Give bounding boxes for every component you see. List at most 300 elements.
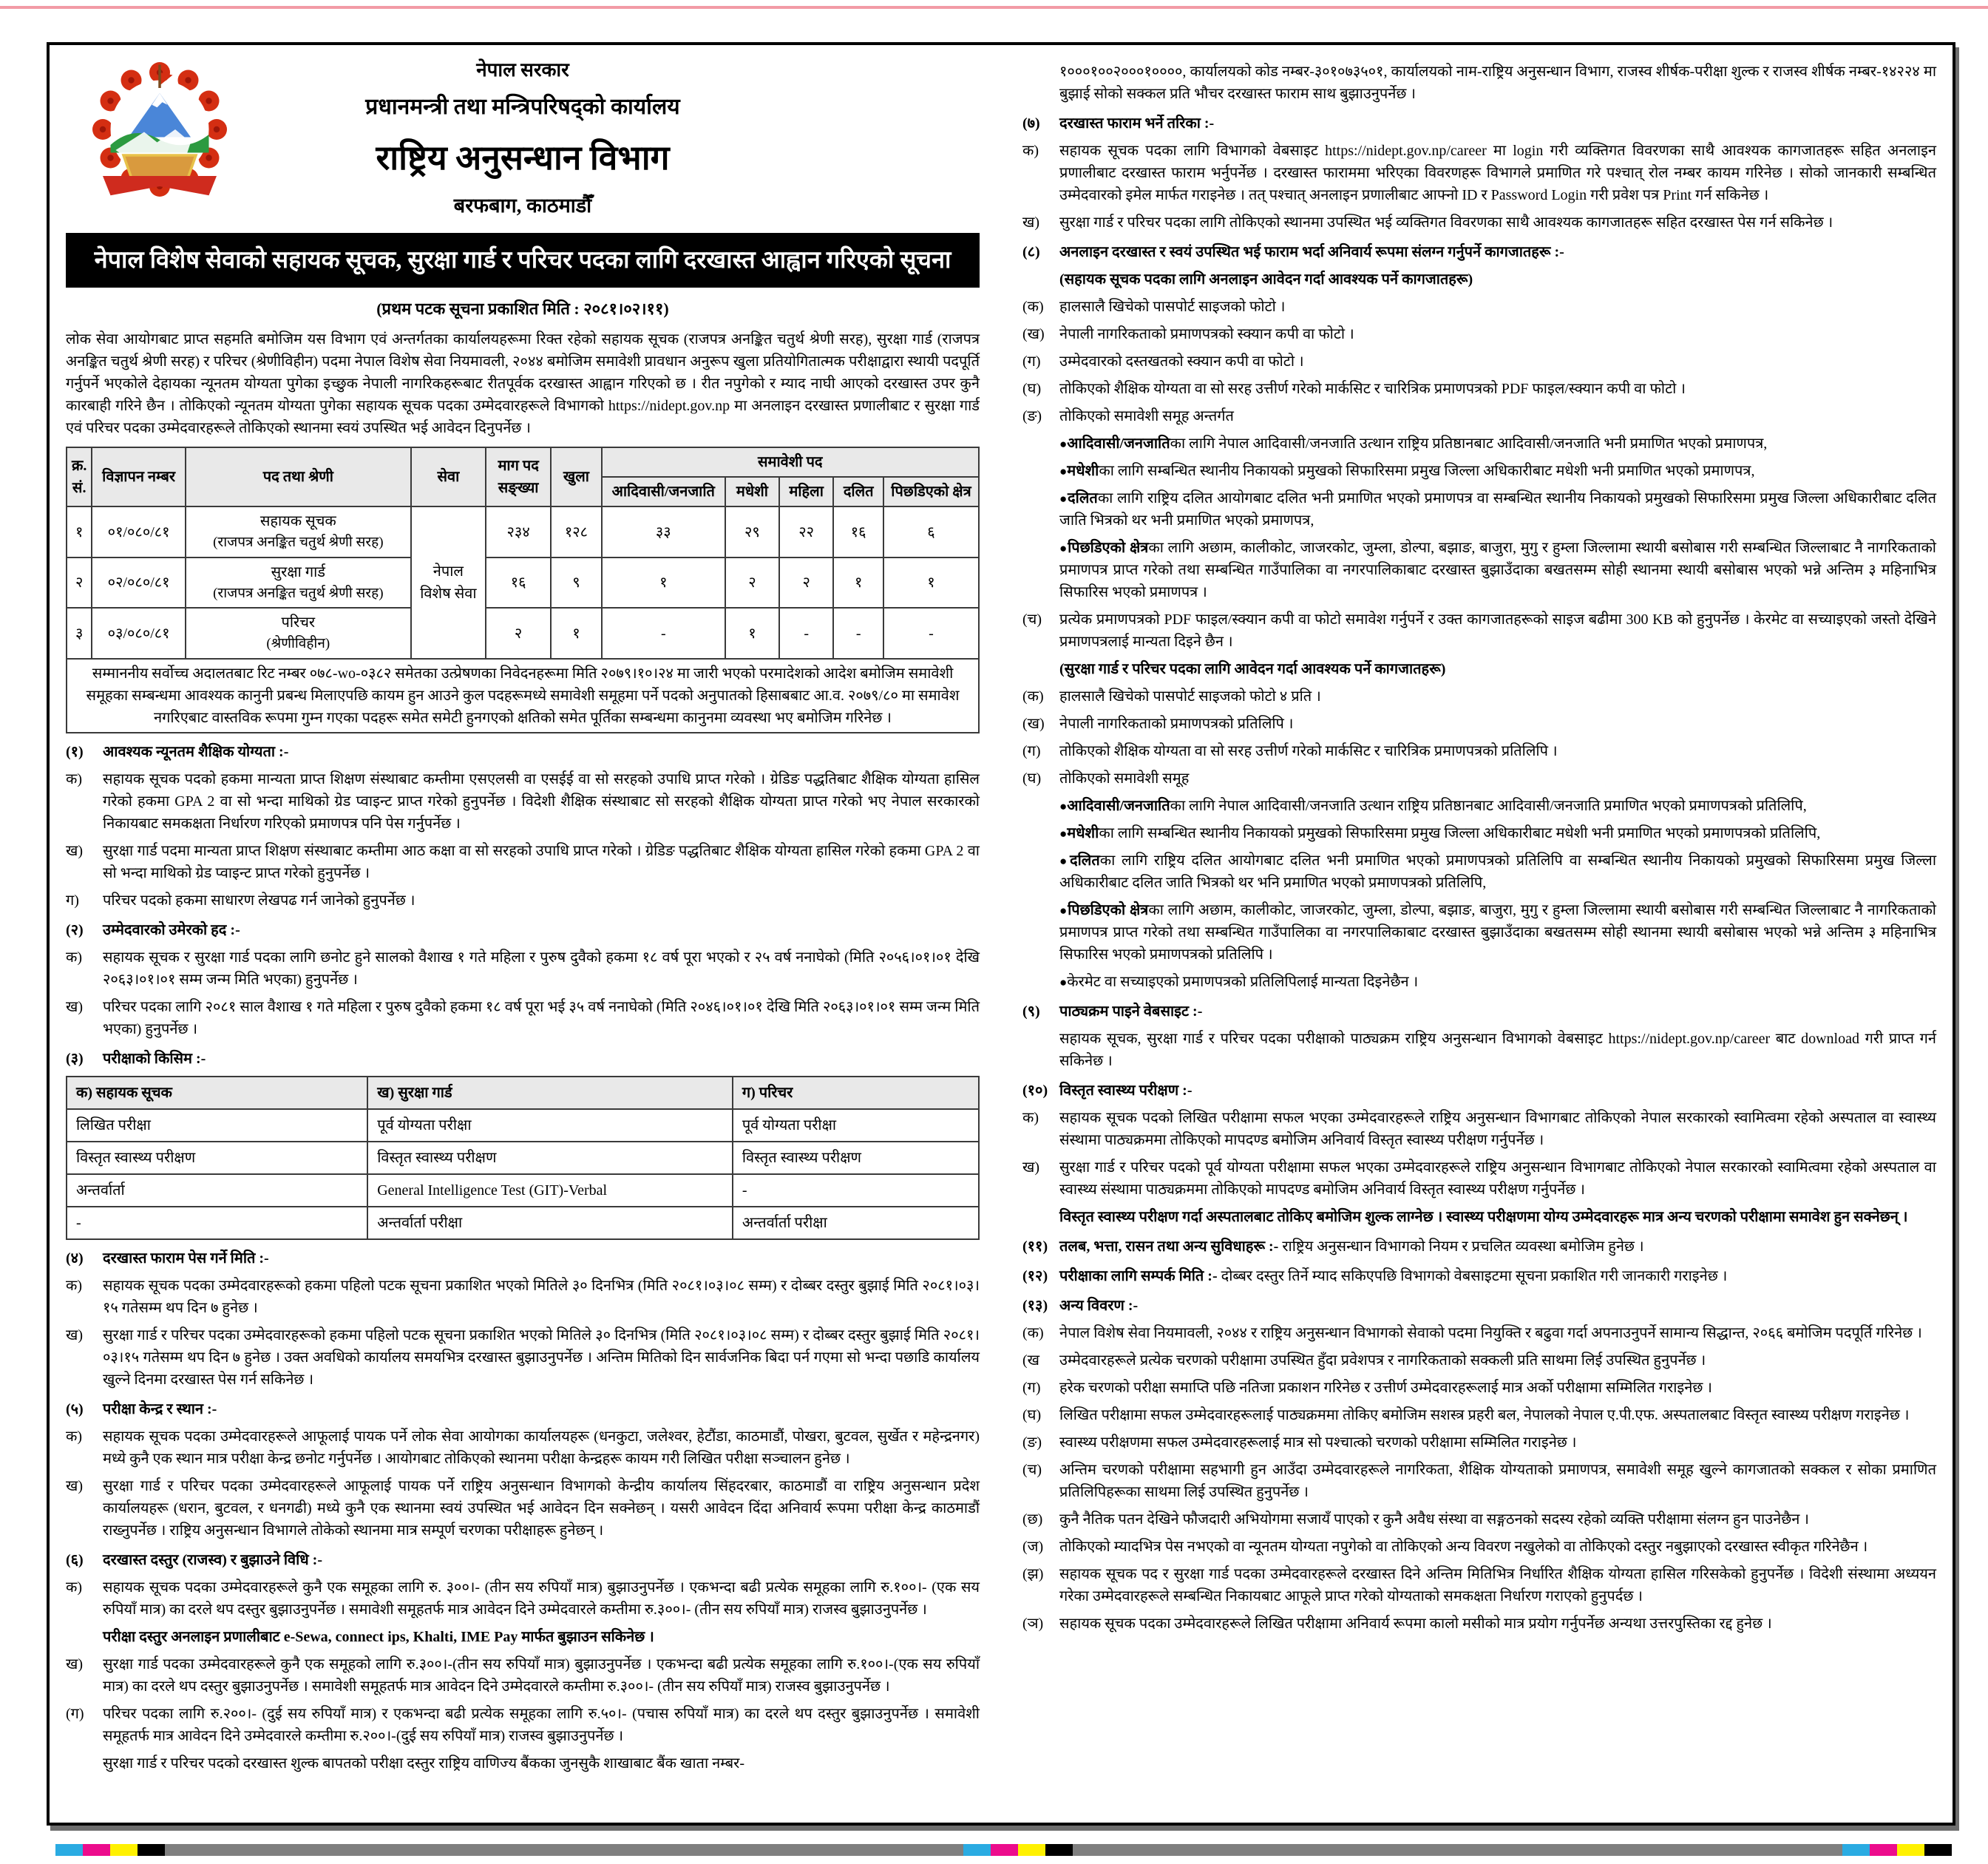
cell-sn: २	[67, 557, 92, 609]
block-text: दरखास्त फाराम पेस गर्ने मिति :-	[103, 1250, 269, 1267]
cell-service: नेपाल विशेष सेवा	[411, 506, 486, 659]
notice-block	[66, 1752, 980, 1775]
block-text: परिचर पदका लागि रु.२००।- (दुई सय रुपियाँ मात्र) र एकभन्दा बढी प्रत्येक समूहका लागि रु.५०।- (पचास रुपियाँ मात्र) का दरले थप दस्तुर बुझाउनुपर्नेछ । समावेशी समूहतर्फ मात्र आवेदन दिने उम्मेदवारले कम्तीमा रु.२००।-(दुई सय रुपियाँ मात्र) राजस्व बुझाउनुपर्नेछ ।	[103, 1705, 980, 1744]
exam-cell: विस्तृत स्वास्थ्य परीक्षण	[67, 1142, 367, 1174]
cell-advt: ०१/०८०/८१	[92, 506, 186, 557]
cell-sn: १	[67, 506, 92, 557]
block-text: सहायक सूचक र सुरक्षा गार्ड पदका लागि छनोट हुने सालको वैशाख १ गते महिला र पुरुष दुवैको हकमा १८ वर्ष पूरा भएको र २५ वर्ष ननाघेको (मिति २०५६।०१।०१ देखि २०६३।०१।०१ सम्म जन्म मिति भएका) हुनुपर्नेछ ।	[103, 949, 980, 988]
col-header-post: पद तथा श्रेणी	[186, 447, 411, 506]
cell-region: -	[883, 608, 979, 659]
bullet-icon: ●	[1059, 854, 1070, 868]
block-label: (५)	[66, 1400, 84, 1417]
notice-block	[1022, 1295, 1936, 1317]
cell-dalit: १६	[833, 506, 883, 557]
block-label: (झ)	[1022, 1566, 1044, 1582]
notice-block	[1022, 112, 1936, 135]
block-text: उम्मेदवारहरूले प्रत्येक चरणको परीक्षामा उपस्थित हुँदा प्रवेशपत्र र नागरिकताको सक्कली प्रति साथमा लिई उपस्थित हुनुपर्नेछ ।	[1059, 1352, 1706, 1369]
notice-document	[47, 42, 1955, 1826]
block-text: तोकिएको शैक्षिक योग्यता वा सो सरह उत्तीर्ण गरेको मार्कसिट र चारित्रिक प्रमाणपत्रको प्रतिलिपि ।	[1059, 743, 1558, 759]
block-text: तोकिएको समावेशी समूह	[1059, 770, 1190, 787]
notice-block	[1022, 378, 1936, 400]
block-label: क)	[1022, 143, 1039, 159]
notice-block	[1022, 323, 1936, 345]
cmyk-patches-right	[1842, 1844, 1952, 1856]
block-label: ख)	[66, 1477, 84, 1494]
table-row	[67, 1207, 979, 1239]
notice-block	[66, 1576, 980, 1621]
block-text: सुरक्षा गार्ड र परिचर पदका लागि तोकिएको स्थानमा उपस्थित भई व्यक्तिगत विवरणका साथै आवश्यक कागजातहरू सहित दरखास्त पेस गर्न सकिनेछ ।	[1059, 214, 1833, 231]
block-label: (च)	[1022, 1462, 1042, 1478]
notice-block	[1022, 1206, 1936, 1228]
sections-1-to-3	[66, 741, 980, 1070]
col-header-dalit: दलित	[833, 477, 883, 506]
col-header-madhesi: मधेशी	[725, 477, 779, 506]
block-text: सुरक्षा गार्ड र परिचर पदको दरखास्त शुल्क बापतको परीक्षा दस्तुर राष्ट्रिय वाणिज्य बैंकका जुनसुकै शाखाबाट बैंक खाता नम्बर-	[103, 1755, 744, 1772]
block-text: तलब, भत्ता, रासन तथा अन्य सुविधाहरू :- राष्ट्रिय अनुसन्धान विभागको नियम र प्रचलित व्यवस्था बमोजिम हुनेछ ।	[1059, 1238, 1644, 1255]
block-text: परिचर पदको हकमा साधारण लेखपढ गर्न जानेको हुनुपर्नेछ ।	[103, 892, 415, 909]
block-label: (च)	[1022, 611, 1042, 628]
block-text: ●पिछडिएको क्षेत्रका लागि अछाम, कालीकोट, जाजरकोट, जुम्ला, डोल्पा, बझाङ, बाजुरा, मुगु र हुम्ला जिल्लामा स्थायी बसोबास गरी सम्बन्धित जिल्लाबाट नै नागरिकताको प्रमाणपत्र प्राप्त गरेको तथा सम्बन्धित गाउँपालिका वा नगरपालिकाबाट दरखास्त बुझाउँदाका बखतसम्म सोही स्थानमा स्थायी बसोबास भएको भन्ने अन्तिम ३ महिनाभित्र सिफारिस भएको प्रमाणपत्रको प्रतिलिपि ।	[1059, 902, 1936, 963]
notice-block	[1022, 658, 1936, 680]
notice-block	[1022, 1536, 1936, 1558]
bullet-icon: ●	[1059, 827, 1068, 841]
block-text: अनलाइन दरखास्त र स्वयं उपस्थित भई फाराम भर्दा अनिवार्य रूपमा संलग्न गर्नुपर्ने कागजातहरू :-	[1059, 244, 1564, 260]
notice-block	[66, 1275, 980, 1319]
block-label: क)	[1022, 1110, 1039, 1126]
intro-paragraph: लोक सेवा आयोगबाट प्राप्त सहमति बमोजिम यस विभाग एवं अन्तर्गतका कार्यालयहरूमा रिक्त रहेको सहायक सूचक (राजपत्र अनङ्कित चतुर्थ श्रेणी सरह), सुरक्षा गार्ड (राजपत्र अनङ्कित चतुर्थ श्रेणी सरह) र परिचर (श्रेणीविहीन) पदमा नेपाल विशेष सेवा नियमावली, २०४४ बमोजिम समावेशी प्रावधान अनुरूप खुला प्रतियोगितात्मक परीक्षाद्वारा स्थायी पदपूर्ति गर्नुपर्ने भएकोले देहायका न्यूनतम योग्यता पुगेका इच्छुक नेपाली नागरिकहरूबाट रीतपूर्वक दरखास्त आह्वान गरिएको छ । रीत नपुगेको र म्याद नाघी आएको दरखास्त उपर कुनै कारबाही गरिने छैन । तोकिएको न्यूनतम योग्यता पुगेका सहायक सूचक पदका उम्मेदवारहरूले विभागको https://nidept.gov.np मा अनलाइन दरखास्त प्रणालीबाट र सुरक्षा गार्ड एवं परिचर पदका उम्मेदवारहरूले तोकिएको स्थानमा स्वयं उपस्थित भई आवेदन दिनुपर्नेछ ।	[66, 331, 980, 437]
block-text: सुरक्षा गार्ड र परिचर पदका उम्मेदवारहरूको हकमा पहिलो पटक सूचना प्रकाशित भएको मितिले ३० दिनभित्र (मिति २०८१।०३।०८ सम्म) र दोब्बर दस्तुर बुझाई मिति २०८१।०३।१५ गतेसम्म थप दिन ७ हुनेछ । उक्त अवधिको कार्यालय समयभित्र दरखास्त बुझाउनुपर्नेछ । अन्तिम मितिको दिन सार्वजनिक बिदा पर्न गएमा सो भन्दा पछाडि कार्यालय खुल्ने दिनमा दरखास्त पेस गर्न सकिनेछ ।	[103, 1326, 980, 1388]
notice-block	[1022, 1080, 1936, 1102]
cyan-patch	[963, 1844, 991, 1856]
notice-block	[1022, 740, 1936, 762]
bullet-icon: ●	[1059, 904, 1068, 918]
block-text: सहायक सूचक, सुरक्षा गार्ड र परिचर पदका परीक्षाको पाठ्यक्रम राष्ट्रिय अनुसन्धान विभागको वेबसाइट https://nidept.gov.np/career बाट download गरी प्राप्त गर्न सकिनेछ ।	[1059, 1031, 1936, 1069]
block-text: आवश्यक न्यूनतम शैक्षिक योग्यता :-	[103, 743, 289, 760]
block-label: क)	[66, 1579, 83, 1596]
notice-block	[1022, 350, 1936, 373]
block-text: दरखास्त फाराम भर्ने तरिका :-	[1059, 115, 1215, 132]
cell-dalit: -	[833, 608, 883, 659]
vacancy-table	[66, 447, 980, 733]
block-label: (१३)	[1022, 1298, 1048, 1314]
notice-block	[66, 1398, 980, 1420]
notice-block	[1022, 268, 1936, 291]
notice-block	[1022, 713, 1936, 735]
magenta-patch	[83, 1844, 110, 1856]
top-registration-line	[0, 6, 1988, 9]
notice-block	[1022, 850, 1936, 894]
yellow-patch	[1018, 1844, 1045, 1856]
block-label: (घ)	[1022, 381, 1042, 397]
cell-region: १	[883, 557, 979, 609]
block-text: (सुरक्षा गार्ड र परिचर पदका लागि आवेदन गर्दा आवश्यक पर्ने कागजातहरू)	[1059, 661, 1446, 677]
table-row	[67, 608, 979, 659]
block-label: (९)	[1022, 1003, 1040, 1020]
block-text: सहायक सूचक पदको लिखित परीक्षामा सफल भएका उम्मेदवारहरूले राष्ट्रिय अनुसन्धान विभागबाट तोकिएको नेपाल सरकारको स्वामित्वमा रहेको अस्पताल वा स्वास्थ्य संस्थामा पाठ्यक्रममा तोकिएको मापदण्ड बमोजिम अनिवार्य विस्तृत स्वास्थ्य परीक्षण गर्नुपर्नेछ ।	[1059, 1110, 1936, 1148]
notice-block	[1022, 795, 1936, 817]
notice-block	[1022, 685, 1936, 708]
block-label: (३)	[66, 1050, 84, 1067]
cell-adivasi: ३३	[602, 506, 725, 557]
block-text: दरखास्त दस्तुर (राजस्व) र बुझाउने विधि :-	[103, 1551, 322, 1568]
cell-madhesi: २	[725, 557, 779, 609]
notice-block	[66, 1324, 980, 1391]
right-column	[1022, 55, 1936, 1815]
block-label: (२)	[66, 921, 84, 938]
col-header-open: खुला	[551, 447, 601, 506]
block-label: ख)	[66, 998, 84, 1015]
notice-block	[1022, 1377, 1936, 1399]
cell-demand: २३४	[486, 506, 551, 557]
notice-block	[1022, 1028, 1936, 1072]
post-title: परिचर	[281, 614, 316, 631]
block-label: (६)	[66, 1551, 84, 1568]
court-order-note: सम्माननीय सर्वोच्च अदालतबाट रिट नम्बर ०७८-wo-०३८२ समेतका उत्प्रेषणका निवेदनहरूमा मिति २०७९।१०।२४ मा जारी भएको परमादेशको आदेश बमोजिम समावेशी समूहका सम्बन्धमा आवश्यक कानुनी प्रबन्ध मिलाएपछि कायम हुन आउने कुल पदहरूमध्ये समावेशी समूहमा पर्ने पदको अनुपातको हिसाबबाट आ.व. २०७९/८० मा समावेश नगरिएबाट वास्तविक रूपमा गुम्न गएका पदहरू समेत समेटी हुनगएको क्षतिको समेत पूर्तिका सम्बन्धमा कानुनमा व्यवस्था भए बमोजिम गरिनेछ ।	[67, 659, 979, 733]
block-label: (१२)	[1022, 1268, 1048, 1284]
block-label: (१)	[66, 743, 84, 760]
cell-advt: ०२/०८०/८१	[92, 557, 186, 609]
notice-block	[1022, 822, 1936, 844]
notice-block	[66, 741, 980, 763]
notice-block	[1022, 1563, 1936, 1607]
notice-block	[66, 919, 980, 941]
block-text: सहायक सूचक पद र सुरक्षा गार्ड पदका उम्मेदवारहरूले दरखास्त दिने अन्तिम मितिभित्र निर्धारित शैक्षिक योग्यता हासिल गरिसकेको हुनुपर्नेछ । विदेशी संस्थामा अध्ययन गरेका उम्मेदवारहरूले सम्बन्धित निकायबाट आफूले प्राप्त गरेको योग्यताको समकक्षता निर्धारण गराएको हुनुपर्दछ ।	[1059, 1566, 1936, 1604]
block-label	[1022, 1028, 1059, 1072]
block-text: ●केरमेट वा सच्याइएको प्रमाणपत्रको प्रतिलिपिलाई मान्यता दिइनेछैन ।	[1059, 974, 1419, 990]
post-grade: (राजपत्र अनङ्कित चतुर्थ श्रेणी सरह)	[213, 535, 384, 551]
exam-cell: विस्तृत स्वास्थ्य परीक्षण	[367, 1142, 733, 1174]
block-text: १०००१००२०००१००००, कार्यालयको कोड नम्बर-३०१०७३५०१, कार्यालयको नाम-राष्ट्रिय अनुसन्धान विभाग, राजस्व शीर्षक-परीक्षा शुल्क र राजस्व शीर्षक नम्बर-१४२२४ मा बुझाई सोको सक्कल प्रति भौचर दरखास्त फाराम साथ बुझाउनुपर्नेछ ।	[1059, 64, 1936, 102]
exam-cell: अन्तर्वार्ता	[67, 1174, 367, 1207]
block-label: (क)	[1022, 688, 1044, 705]
table-note-row	[67, 659, 979, 733]
block-text: सहायक सूचक पदका उम्मेदवारहरूको हकमा पहिलो पटक सूचना प्रकाशित भएको मितिले ३० दिनभित्र (मिति २०८१।०३।०८ सम्म) र दोब्बर दस्तुर बुझाई मिति २०८१।०३।१५ गतेसम्म थप दिन ७ हुनेछ ।	[103, 1277, 980, 1316]
cell-post	[186, 608, 411, 659]
yellow-patch	[1897, 1844, 1924, 1856]
notice-block	[66, 1475, 980, 1542]
exam-cell: General Intelligence Test (GIT)-Verbal	[367, 1174, 733, 1207]
table-row	[67, 1142, 979, 1174]
block-text: सहायक सूचक पदको हकमा मान्यता प्राप्त शिक्षण संस्थाबाट कम्तीमा एसएलसी वा एसईई वा सो सरहको उपाधि प्राप्त गरेको । ग्रेडिङ पद्धतिबाट शैक्षिक योग्यता हासिल गरेको हकमा GPA 2 वा सो भन्दा माथिको ग्रेड प्वाइन्ट प्राप्त गरेको हुनुपर्नेछ । विदेशी शैक्षिक संस्थाबाट सो सरहको शैक्षिक योग्यता प्राप्त गरेको भए नेपाल सरकारको निकायबाट समकक्षता निर्धारण गरिएको प्रमाणपत्र पनि पेस गर्नुपर्नेछ ।	[103, 770, 980, 832]
notice-block	[1022, 140, 1936, 206]
block-label: ख)	[66, 1655, 84, 1672]
block-text: ●दलितका लागि राष्ट्रिय दलित आयोगबाट दलित भनी प्रमाणित भएको प्रमाणपत्रको प्रतिलिपि वा सम्बन्धित स्थानीय निकायको प्रमुखको सिफारिसमा प्रमुख जिल्ला अधिकारीबाट दलित जाति भित्रको थर भनि प्रमाणित भएको प्रमाणपत्रको प्रतिलिपि,	[1059, 853, 1936, 891]
block-label: क)	[66, 1428, 83, 1445]
block-label: (घ)	[1022, 770, 1042, 787]
block-label: (ग)	[1022, 743, 1041, 759]
notice-block	[1022, 1265, 1936, 1287]
notice-block	[1022, 899, 1936, 966]
block-text: हरेक चरणको परीक्षा समाप्ति पछि नतिजा प्रकाशन गरिनेछ र उत्तीर्ण उम्मेदवारहरूलाई मात्र अर्को परीक्षामा सम्मिलित गराइनेछ ।	[1059, 1380, 1712, 1396]
block-text: सुरक्षा गार्ड र परिचर पदको पूर्व योग्यता परीक्षामा सफल भएका उम्मेदवारहरूले राष्ट्रिय अनुसन्धान विभागबाट तोकिएको नेपाल सरकारको स्वामित्वमा रहेको अस्पताल वा स्वास्थ्य संस्थामा पाठ्यक्रममा तोकिएको मापदण्ड बमोजिम अनिवार्य विस्तृत स्वास्थ्य परीक्षण गर्नुपर्नेछ ।	[1059, 1159, 1936, 1198]
block-label: (ग)	[66, 1705, 84, 1722]
notice-block	[66, 1703, 980, 1747]
block-text: ●दलितका लागि राष्ट्रिय दलित आयोगबाट दलित भनी प्रमाणित भएको प्रमाणपत्र वा सम्बन्धित स्थानीय निकायको प्रमुखको सिफारिसमा प्रमुख जिल्ला अधिकारीबाट दलित जाति भित्रको थर भनी प्रमाणित भएको प्रमाणपत्र,	[1059, 490, 1936, 529]
exam-col-sahayak: क) सहायक सूचक	[67, 1077, 367, 1109]
exam-cell: अन्तर्वार्ता परीक्षा	[733, 1207, 979, 1239]
block-text: सहायक सूचक पदका उम्मेदवारहरूले लिखित परीक्षामा अनिवार्य रूपमा कालो मसीको मात्र प्रयोग गर्नुपर्नेछ अन्यथा उत्तरपुस्तिका रद्द हुनेछ ।	[1059, 1616, 1772, 1632]
post-grade: (श्रेणीविहीन)	[266, 636, 330, 652]
notice-block	[66, 1426, 980, 1470]
block-text: नेपाली नागरिकताको प्रमाणपत्रको प्रतिलिपि ।	[1059, 716, 1294, 732]
notice-block	[1022, 1236, 1936, 1258]
bullet-icon: ●	[1059, 799, 1068, 813]
block-label: क)	[66, 1277, 83, 1294]
block-text: विस्तृत स्वास्थ्य परीक्षण गर्दा अस्पतालबाट तोकिए बमोजिम शुल्क लाग्नेछ । स्वास्थ्य परीक्षणमा योग्य उम्मेदवारहरू मात्र अन्य चरणको परीक्षामा समावेश हुन सक्नेछन् ।	[1059, 1209, 1908, 1225]
exam-cell: पूर्व योग्यता परीक्षा	[733, 1109, 979, 1142]
block-label: (ग)	[1022, 353, 1041, 370]
notice-block	[1022, 1613, 1936, 1635]
department-address: बरफबाग, काठमाडौँ	[453, 194, 592, 217]
block-label: ख)	[66, 842, 84, 859]
block-text: उम्मेदवारको उमेरको हद :-	[103, 921, 240, 938]
block-label: (ज)	[1022, 1539, 1044, 1555]
bullet-icon: ●	[1059, 464, 1068, 478]
notice-block	[1022, 61, 1936, 105]
block-text: ●पिछडिएको क्षेत्रका लागि अछाम, कालीकोट, जाजरकोट, जुम्ला, डोल्पा, बझाङ, बाजुरा, मुगु र हुम्ला जिल्लामा स्थायी बसोबास गरी सम्बन्धित जिल्लाबाट नै नागरिकताको प्रमाणपत्र प्राप्त गरेको तथा सम्बन्धित गाउँपालिका वा नगरपालिकाबाट दरखास्त बुझाउँदाका बखतसम्म सोही स्थानमा स्थायी बसोबास भएको भन्ने अन्तिम ३ महिनाभित्र सिफारिस भएको प्रमाणपत्र ।	[1059, 540, 1936, 600]
cell-mahila: २	[779, 557, 834, 609]
post-title: सुरक्षा गार्ड	[271, 563, 326, 580]
cell-madhesi: २९	[725, 506, 779, 557]
block-label: (क)	[1022, 299, 1044, 315]
notice-block	[66, 1626, 980, 1648]
table-row	[67, 506, 979, 557]
block-text: हालसालै खिचेको पासपोर्ट साइजको फोटो ४ प्रति ।	[1059, 688, 1321, 705]
cmyk-patches-center	[963, 1844, 1073, 1856]
block-text: परीक्षाका लागि सम्पर्क मिति :- दोब्बर दस्तुर तिर्ने म्याद सकिएपछि विभागको वेबसाइटमा सूचना प्रकाशित गरी जानकारी गराइनेछ ।	[1059, 1268, 1728, 1284]
block-label: (छ)	[1022, 1511, 1043, 1528]
block-text: (सहायक सूचक पदका लागि अनलाइन आवेदन गर्दा आवश्यक पर्ने कागजातहरू)	[1059, 271, 1473, 288]
block-text: सुरक्षा गार्ड पदका उम्मेदवारहरूले कुनै एक समूहको लागि रु.३००।-(तीन सय रुपियाँ मात्र) बुझाउनुपर्नेछ । एकभन्दा बढी प्रत्येक समूहका लागि रु.१००।-(एक सय रुपियाँ मात्र) का दरले थप दस्तुर बुझाउनुपर्नेछ । समावेशी समूहतर्फ मात्र आवेदन दिने उम्मेदवारले कम्तीमा रु.३००।- (तीन सय रुपियाँ मात्र) राजस्व बुझाउनुपर्नेछ ।	[103, 1655, 980, 1695]
block-label: (८)	[1022, 244, 1040, 260]
block-label	[66, 1752, 103, 1775]
block-text: सुरक्षा गार्ड पदमा मान्यता प्राप्त शिक्षण संस्थाबाट कम्तीमा आठ कक्षा वा सो सरहको उपाधि प्राप्त गरेको । ग्रेडिङ पद्धतिबाट शैक्षिक योग्यता हासिल गरेको हकमा GPA 2 वा सो भन्दा माथिको ग्रेड प्वाइन्ट प्राप्त गरेको हुनुपर्नेछ ।	[103, 842, 980, 881]
block-label: (ख)	[1022, 716, 1045, 732]
exam-cell: विस्तृत स्वास्थ्य परीक्षण	[733, 1142, 979, 1174]
bullet-icon: ●	[1059, 975, 1068, 989]
block-text: परिचर पदका लागि २०८१ साल वैशाख १ गते महिला र पुरुष दुवैको हकमा १८ वर्ष पूरा भई ३५ वर्ष ननाघेको (मिति २०४६।०१।०१ देखि मिति २०६३।०१।०१ सम्म जन्म मिति भएका) हुनुपर्नेछ ।	[103, 998, 980, 1037]
block-label: (ङ)	[1022, 1434, 1042, 1451]
block-text: अन्तिम चरणको परीक्षामा सहभागी हुन आउँदा उम्मेदवारहरूले नागरिकता, शैक्षिक योग्यताको प्रमाणपत्र, समावेशी समूह खुल्ने कागजातको सक्कल र सोका प्रमाणित प्रतिलिपिहरूका साथमा लिई उपस्थित हुनुपर्नेछ ।	[1059, 1462, 1936, 1500]
block-label: (१०)	[1022, 1082, 1048, 1099]
block-text: सहायक सूचक पदका उम्मेदवारहरूले कुनै एक समूहका लागि रु. ३००।- (तीन सय रुपियाँ मात्र) बुझाउनुपर्नेछ । एकभन्दा बढी प्रत्येक समूहका लागि रु.१००।- (एक सय रुपियाँ मात्र) का दरले थप दस्तुर बुझाउनुपर्नेछ । समावेशी समूहतर्फ मात्र आवेदन दिने उम्मेदवारले कम्तीमा रु.३००।- (तीन सय रुपियाँ मात्र) राजस्व बुझाउनुपर्नेछ ।	[103, 1579, 980, 1618]
block-label	[1022, 61, 1059, 105]
block-label: (क)	[1022, 1325, 1044, 1341]
exam-cell: -	[67, 1207, 367, 1239]
cyan-patch	[55, 1844, 83, 1856]
col-header-sn: क्र. सं.	[67, 447, 92, 506]
notice-block	[66, 889, 980, 912]
notice-block	[1022, 537, 1936, 603]
notice-block	[1022, 1404, 1936, 1426]
exam-cell: लिखित परीक्षा	[67, 1109, 367, 1142]
post-title: सहायक सूचक	[259, 513, 336, 530]
block-text: लिखित परीक्षामा सफल उम्मेदवारहरूलाई पाठ्यक्रममा तोकिए बमोजिम सशस्त्र प्रहरी बल, नेपालको नेपाल ए.पी.एफ. अस्पतालबाट विस्तृत स्वास्थ्य परीक्षण गराइनेछ ।	[1059, 1407, 1910, 1423]
block-text: तोकिएको शैक्षिक योग्यता वा सो सरह उत्तीर्ण गरेको मार्कसिट र चारित्रिक प्रमाणपत्रको PDF फाइल/स्क्यान कपी वा फोटो ।	[1059, 381, 1686, 397]
bullet-icon: ●	[1059, 437, 1068, 451]
cell-region: ६	[883, 506, 979, 557]
notice-block	[66, 946, 980, 991]
notice-block	[1022, 609, 1936, 653]
notice-block	[1022, 1322, 1936, 1344]
notice-block	[1022, 1431, 1936, 1454]
block-label: (ग)	[1022, 1380, 1041, 1396]
notice-block	[1022, 433, 1936, 455]
notice-block	[1022, 460, 1936, 482]
block-text: अन्य विवरण :-	[1059, 1298, 1139, 1314]
block-text: हालसालै खिचेको पासपोर्ट साइजको फोटो ।	[1059, 299, 1286, 315]
block-label: (७)	[1022, 115, 1040, 132]
block-text: नेपाली नागरिकताको प्रमाणपत्रको स्क्यान कपी वा फोटो ।	[1059, 326, 1354, 342]
block-label: (ख	[1022, 1352, 1040, 1369]
block-text: ●मधेशीका लागि सम्बन्धित स्थानीय निकायको प्रमुखको सिफारिसमा प्रमुख जिल्ला अधिकारीबाट मधेशी भनी प्रमाणित भएको प्रमाणपत्रको प्रतिलिपि,	[1059, 825, 1821, 841]
print-registration-bar	[55, 1844, 1952, 1856]
notice-block	[66, 996, 980, 1040]
block-text: परीक्षा केन्द्र र स्थान :-	[103, 1400, 217, 1417]
block-text: तोकिएको समावेशी समूह अन्तर्गत	[1059, 408, 1234, 424]
block-text: कुनै नैतिक पतन देखिने फौजदारी अभियोगमा सजायँ पाएको र कुनै अवैध संस्था वा सङ्गठनको सदस्य रहेको व्यक्ति परीक्षामा संलग्न हुन पाउनेछैन ।	[1059, 1511, 1809, 1528]
col-header-demand: माग पद सङ्ख्या	[486, 447, 551, 506]
block-text: परीक्षा दस्तुर अनलाइन प्रणालीबाट e-Sewa, connect ips, Khalti, IME Pay मार्फत बुझाउन सकिनेछ ।	[103, 1628, 654, 1645]
block-label: क)	[66, 770, 83, 787]
block-label	[66, 1626, 103, 1648]
exam-cell: -	[733, 1174, 979, 1207]
cell-mahila: २२	[779, 506, 834, 557]
block-text: ●मधेशीका लागि सम्बन्धित स्थानीय निकायको प्रमुखको सिफारिसमा प्रमुख जिल्ला अधिकारीबाट मधेशी भनी प्रमाणित भएको प्रमाणपत्र,	[1059, 463, 1755, 479]
magenta-patch	[1870, 1844, 1897, 1856]
table-row	[67, 1109, 979, 1142]
exam-col-guard: ख) सुरक्षा गार्ड	[367, 1077, 733, 1109]
col-header-mahila: महिला	[779, 477, 834, 506]
cell-post	[186, 557, 411, 609]
notice-block	[1022, 241, 1936, 263]
cell-dalit: १	[833, 557, 883, 609]
yellow-patch	[110, 1844, 138, 1856]
cmyk-patches-left	[55, 1844, 165, 1856]
exam-cell: अन्तर्वार्ता परीक्षा	[367, 1207, 733, 1239]
published-date: (प्रथम पटक सूचना प्रकाशित मिति : २०८१।०२।११)	[376, 299, 669, 319]
cyan-patch	[1842, 1844, 1870, 1856]
block-label: ख)	[1022, 214, 1040, 231]
block-text: परीक्षाको किसिम :-	[103, 1050, 206, 1067]
block-label: ग)	[66, 892, 79, 909]
block-label: (४)	[66, 1250, 84, 1267]
block-label: क)	[66, 949, 83, 966]
exam-cell: पूर्व योग्यता परीक्षा	[367, 1109, 733, 1142]
cell-advt: ०३/०८०/८१	[92, 608, 186, 659]
block-label: ख)	[1022, 1159, 1040, 1176]
post-grade: (राजपत्र अनङ्कित चतुर्थ श्रेणी सरह)	[213, 585, 384, 601]
notice-block	[66, 840, 980, 884]
notice-block	[1022, 1000, 1936, 1023]
block-label: ख)	[66, 1326, 84, 1343]
notice-block	[1022, 1107, 1936, 1151]
sections-4-to-6	[66, 1247, 980, 1775]
notice-block	[66, 1549, 980, 1571]
notice-block	[1022, 1459, 1936, 1503]
block-text: सहायक सूचक पदका उम्मेदवारहरूले आफूलाई पायक पर्ने लोक सेवा आयोगका कार्यालयहरू (धनकुटा, जलेश्वर, हेटौंडा, काठमाडौं, पोखरा, बुटवल, सुर्खेत र महेन्द्रनगर) मध्ये कुनै एक स्थान मात्र परीक्षा केन्द्र छनोट गर्नुपर्नेछ । आयोगबाट तोकिएको स्थानमा परीक्षा केन्द्रहरू कायम गरी लिखित परीक्षा सञ्चालन हुनेछ ।	[103, 1428, 980, 1467]
col-header-inclusive: समावेशी पद	[602, 447, 979, 477]
cell-demand: १६	[486, 557, 551, 609]
col-header-adivasi: आदिवासी/जनजाति	[602, 477, 725, 506]
black-patch	[1924, 1844, 1952, 1856]
block-label: (ङ)	[1022, 408, 1042, 424]
block-text: प्रत्येक प्रमाणपत्रको PDF फाइल/स्क्यान कपी वा फोटो समावेश गर्नुपर्ने र उक्त कागजातहरूको साइज बढीमा 300 KB को हुनुपर्नेछ । केरमेट वा सच्याइएको जस्तो देखिने प्रमाणपत्रलाई मान्यता दिइने छैन ।	[1059, 611, 1936, 650]
notice-block	[66, 1653, 980, 1698]
cell-open: १२८	[551, 506, 601, 557]
bullet-icon: ●	[1059, 541, 1068, 555]
col-header-advt: विज्ञापन नम्बर	[92, 447, 186, 506]
cell-madhesi: १	[725, 608, 779, 659]
notice-block	[1022, 296, 1936, 318]
block-text: विस्तृत स्वास्थ्य परीक्षण :-	[1059, 1082, 1193, 1099]
block-text: सुरक्षा गार्ड र परिचर पदका उम्मेदवारहरूले आफूलाई पायक पर्ने राष्ट्रिय अनुसन्धान विभागको केन्द्रीय कार्यालय सिंहदरबार, काठमाडौं वा राष्ट्रिय अनुसन्धान प्रदेश कार्यालयहरू (धरान, बुटवल, र धनगढी) मध्ये कुनै एक स्थानमा स्वयं उपस्थित भई आवेदन दिन सक्नेछन् । यसरी आवेदन दिंदा अनिवार्य रूपमा परीक्षा केन्द्र काठमाडौं राख्नुपर्नेछ । राष्ट्रिय अनुसन्धान विभागले तोकेको स्थानमा मात्र सम्पूर्ण चरणका परीक्षाहरू हुनेछन् ।	[103, 1477, 980, 1539]
table-row	[67, 1174, 979, 1207]
notice-block	[1022, 405, 1936, 427]
block-label	[1022, 268, 1059, 291]
block-label	[1022, 658, 1059, 680]
notice-block	[1022, 1508, 1936, 1531]
cell-open: ९	[551, 557, 601, 609]
notice-block	[66, 1247, 980, 1270]
cell-adivasi: १	[602, 557, 725, 609]
notice-block	[1022, 1349, 1936, 1372]
block-text: सहायक सूचक पदका लागि विभागको वेबसाइट https://nidept.gov.np/career मा login गरी व्यक्तिगत विवरणका साथै आवश्यक कागजातहरू सहित अनलाइन प्रणालीबाट दरखास्त फाराम भर्नुपर्नेछ । दरखास्त फाराममा भरिएका विवरणहरू विभागले प्रमाणित गरे पश्चात् रोल नम्बर कायम गरिनेछ । सोको जानकारी सम्बन्धित उम्मेदवारको इमेल मार्फत गराइनेछ । तत् पश्चात् अनलाइन प्रणालीबाट आफ्नो ID र Password Login गरी प्रवेश पत्र Print गर्न सकिनेछ ।	[1059, 143, 1936, 203]
department-name: राष्ट्रिय अनुसन्धान विभाग	[376, 139, 670, 177]
cell-mahila: -	[779, 608, 834, 659]
black-patch	[1045, 1844, 1073, 1856]
notice-block	[66, 1048, 980, 1070]
cell-adivasi: -	[602, 608, 725, 659]
table-row	[67, 557, 979, 609]
left-column	[66, 55, 980, 1815]
black-patch	[138, 1844, 165, 1856]
block-text: उम्मेदवारको दस्तखतको स्क्यान कपी वा फोटो ।	[1059, 353, 1304, 370]
block-text: ●आदिवासी/जनजातिका लागि नेपाल आदिवासी/जनजाति उत्थान राष्ट्रिय प्रतिष्ठानबाट आदिवासी/जनजाति भनी प्रमाणित भएको प्रमाणपत्र,	[1059, 436, 1768, 452]
block-text: पाठ्यक्रम पाइने वेबसाइट :-	[1059, 1003, 1203, 1020]
notice-block	[1022, 1156, 1936, 1201]
magenta-patch	[991, 1844, 1018, 1856]
sections-7-to-13	[1022, 61, 1936, 1635]
block-label: (घ)	[1022, 1407, 1042, 1423]
cell-sn: ३	[67, 608, 92, 659]
block-label: (ख)	[1022, 326, 1045, 342]
cell-open: १	[551, 608, 601, 659]
nepal-emblem-icon	[76, 57, 243, 212]
block-label	[1022, 1206, 1059, 1228]
office-name: प्रधानमन्त्री तथा मन्त्रिपरिषद्को कार्यालय	[365, 95, 680, 119]
government-name: नेपाल सरकार	[476, 59, 569, 81]
exam-col-parichar: ग) परिचर	[733, 1077, 979, 1109]
exam-type-table	[66, 1076, 980, 1240]
notice-block	[66, 768, 980, 835]
cell-post	[186, 506, 411, 557]
notice-title-banner: नेपाल विशेष सेवाको सहायक सूचक, सुरक्षा गार्ड र परिचर पदका लागि दरखास्त आह्वान गरिएको सूचना	[66, 233, 980, 288]
notice-block	[1022, 211, 1936, 234]
block-label: (ञ)	[1022, 1616, 1044, 1632]
block-text: तोकिएको म्यादभित्र पेस नभएको वा न्यूनतम योग्यता नपुगेको वा तोकिएको अन्य विवरण नखुलेको वा तोकिएको दस्तुर नबुझाएको दरखास्त स्वीकृत गरिनेछैन ।	[1059, 1539, 1868, 1555]
bullet-icon: ●	[1059, 492, 1068, 506]
notice-block	[1022, 487, 1936, 532]
col-header-region: पिछडिएको क्षेत्र	[883, 477, 979, 506]
notice-block	[1022, 971, 1936, 993]
block-text: स्वास्थ्य परीक्षणमा सफल उम्मेदवारहरूलाई मात्र सो पश्चात्को चरणको परीक्षामा सम्मिलित गराइनेछ ।	[1059, 1434, 1577, 1451]
block-label: (११)	[1022, 1238, 1048, 1255]
block-text: नेपाल विशेष सेवा नियमावली, २०४४ र राष्ट्रिय अनुसन्धान विभागको सेवाको पदमा नियुक्ति र बढुवा गर्दा अपनाउनुपर्ने सामान्य सिद्धान्त, २०६६ बमोजिम पदपूर्ति गरिनेछ ।	[1059, 1325, 1922, 1341]
document-header	[66, 55, 980, 321]
notice-block	[1022, 767, 1936, 790]
col-header-service: सेवा	[411, 447, 486, 506]
